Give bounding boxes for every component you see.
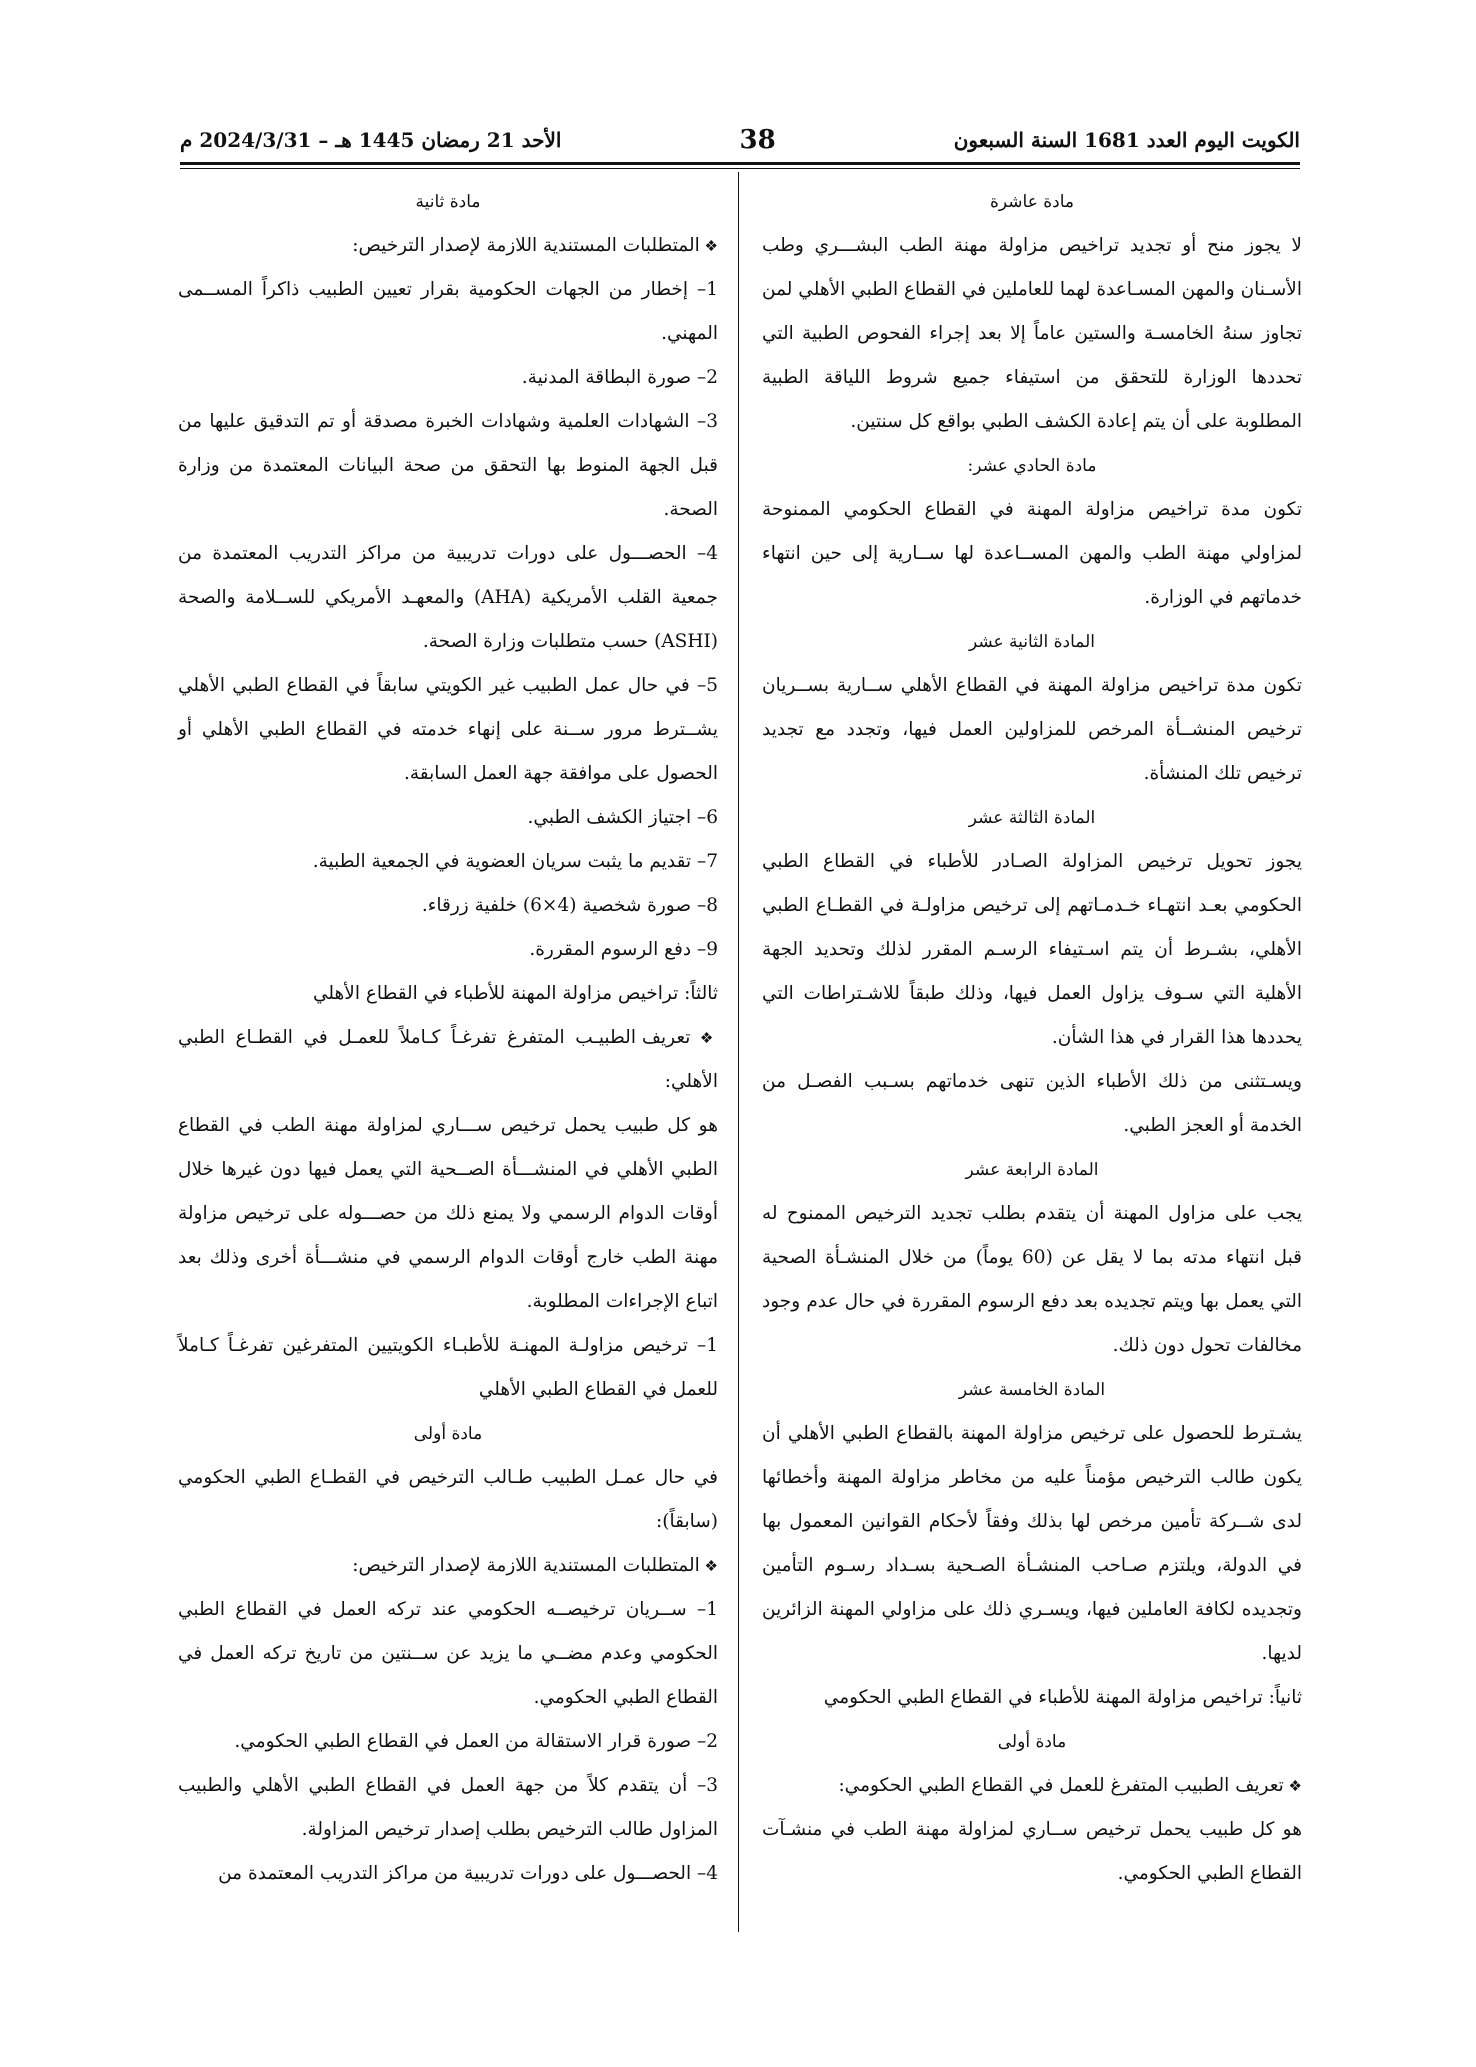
paragraph-text: 4– الحصـــول على دورات تدريبية من مراكز التدريب المعتمدة من جمعية القلب الأمريكية (AHA) والمعهـد الأمريكي للســلامة والصحة (ASHI) حسب متطلبات وزارة الصحة. bbox=[178, 543, 718, 652]
paragraph bbox=[178, 1720, 718, 1764]
paragraph-text: يجوز تحويل ترخيص المزاولة الصـادر للأطباء في القطاع الطبي الحكومي بعـد انتهـاء خـدمـاتهم إلى ترخيص مزاولـة في القطـاع الطبي الأهلي، بشـرط أن يتم اسـتيفاء الرسـم المقرر لذلك وتحديد الجهة الأهلية التي سـوف يزاول العمل فيها، وذلك طبقاً للاشـتراطات التي يحددها هذا القرار في هذا الشأن. bbox=[762, 851, 1302, 1048]
paragraph-text: 1– ترخيص مزاولـة المهنـة للأطبـاء الكويتيين المتفرغين تفرغـاً كـاملاً للعمل في القطاع الطبي الأهلي bbox=[178, 1335, 718, 1400]
paragraph-text: المادة الثانية عشر bbox=[968, 632, 1096, 652]
paragraph bbox=[762, 664, 1302, 796]
paragraph-text: هو كل طبيب يحمل ترخيص ســـاري لمزاولة مهنة الطب في القطاع الطبي الأهلي في المنشـــأة الصــحية التي يعمل فيها دون غيرها خلال أوقات الدوام الرسمي ولا يمنع ذلك من حصـــوله على ترخيص مزاولة مهنة الطب خارج أوقات الدوام الرسمي في منشـــأة أخرى وذلك بعد اتباع الإجراءات المطلوبة. bbox=[178, 1115, 718, 1312]
paragraph bbox=[178, 1852, 718, 1896]
paragraph bbox=[178, 1324, 718, 1412]
paragraph bbox=[178, 532, 718, 664]
paragraph bbox=[178, 972, 718, 1016]
article-heading bbox=[762, 180, 1302, 224]
paragraph-text: ثالثاً: تراخيص مزاولة المهنة للأطباء في القطاع الأهلي bbox=[312, 983, 718, 1004]
paragraph bbox=[762, 1192, 1302, 1368]
paragraph bbox=[178, 356, 718, 400]
article-heading bbox=[178, 180, 718, 224]
paragraph-text: 1– إخطار من الجهات الحكومية بقرار تعيين الطبيب ذاكراً المســمى المهني. bbox=[178, 279, 718, 344]
paragraph bbox=[178, 224, 718, 268]
paragraph bbox=[178, 1764, 718, 1852]
article-heading bbox=[178, 1412, 718, 1456]
paragraph-text: يشـترط للحصول على ترخيص مزاولة المهنة بالقطاع الطبي الأهلي أن يكون طالب الترخيص مؤمناً عليه من مخاطر مزاولة المهنة وأخطائها لدى شــركة تأمين مرخص لها بذلك وفقاً لأحكام القوانين المعمول بها في الدولة، ويلتزم صـاحب المنشـأة الصـحية بسـداد رسـوم التأمين وتجديده لكافة العاملين فيها، ويسـري ذلك على مزاولي المهنة الزائرين لديها. bbox=[762, 1423, 1302, 1664]
paragraph-text: مادة عاشرة bbox=[989, 192, 1075, 212]
paragraph-text: هو كل طبيب يحمل ترخيص ســاري لمزاولة مهنة الطب في منشـآت القطاع الطبي الحكومي. bbox=[762, 1819, 1302, 1884]
paragraph bbox=[762, 1412, 1302, 1676]
right-column bbox=[762, 180, 1302, 1896]
article-heading bbox=[762, 444, 1302, 488]
paragraph-text: ويسـتثنى من ذلك الأطباء الذين تنهى خدماتهم بسـبب الفصـل من الخدمة أو العجز الطبي. bbox=[762, 1071, 1302, 1136]
paragraph-text: 3– الشهادات العلمية وشهادات الخبرة مصدقة أو تم التدقيق عليها من قبل الجهة المنوط بها التحقق من صحة البيانات المعتمدة من وزارة الصحة. bbox=[178, 411, 718, 520]
paragraph bbox=[178, 1016, 718, 1104]
paragraph-text: ثانياً: تراخيص مزاولة المهنة للأطباء في القطاع الطبي الحكومي bbox=[823, 1687, 1302, 1708]
paragraph-text: مادة الحادي عشر: bbox=[967, 456, 1097, 476]
paragraph bbox=[178, 928, 718, 972]
paragraph-text: يجب على مزاول المهنة أن يتقدم بطلب تجديد الترخيص الممنوح له قبل انتهاء مدته بما لا يقل عن (60 يوماً) من خلال المنشـأة الصحية التي يعمل بها ويتم تجديده بعد دفع الرسوم المقررة في حال عدم وجود مخالفات تحول دون ذلك. bbox=[762, 1203, 1302, 1356]
paragraph bbox=[762, 488, 1302, 620]
paragraph-text: المتطلبات المستندية اللازمة لإصدار الترخيص: bbox=[352, 235, 700, 256]
paragraph bbox=[178, 268, 718, 356]
paragraph-text: المتطلبات المستندية اللازمة لإصدار الترخيص: bbox=[352, 1555, 700, 1576]
paragraph-text: تعريف الطبيـب المتفرغ تفرغـاً كـاملاً للعمـل في القطـاع الطبي الأهلي: bbox=[178, 1027, 718, 1092]
header-rule-thick bbox=[180, 162, 1300, 165]
paragraph bbox=[178, 1104, 718, 1324]
paragraph bbox=[178, 1544, 718, 1588]
left-column bbox=[178, 180, 718, 1896]
paragraph bbox=[178, 1588, 718, 1720]
paragraph bbox=[762, 1060, 1302, 1148]
article-heading bbox=[762, 1720, 1302, 1764]
article-heading bbox=[762, 620, 1302, 664]
paragraph bbox=[762, 840, 1302, 1060]
article-heading bbox=[762, 1148, 1302, 1192]
bullet-star-icon: ❖ bbox=[699, 1557, 718, 1575]
paragraph-text: 2– صورة قرار الاستقالة من العمل في القطاع الطبي الحكومي. bbox=[234, 1731, 718, 1752]
header-date: الأحد 21 رمضان 1445 هـ – 2024/3/31 م bbox=[180, 128, 562, 152]
paragraph-text: 4– الحصـــول على دورات تدريبية من مراكز التدريب المعتمدة من bbox=[218, 1863, 718, 1884]
paragraph-text: 6– اجتياز الكشف الطبي. bbox=[527, 807, 718, 828]
paragraph-text: المادة الخامسة عشر bbox=[958, 1380, 1106, 1400]
paragraph bbox=[762, 1808, 1302, 1896]
column-divider bbox=[738, 172, 739, 1932]
paragraph-text: تعريف الطبيب المتفرغ للعمل في القطاع الطبي الحكومي: bbox=[838, 1775, 1284, 1796]
paragraph-text: 5– في حال عمل الطبيب غير الكويتي سابقاً في القطاع الطبي الأهلي يشــترط مرور ســنة على إنهاء خدمته في القطاع الطبي الأهلي أو الحصول على موافقة جهة العمل السابقة. bbox=[178, 675, 718, 784]
paragraph-text: مادة أولى bbox=[413, 1424, 483, 1444]
paragraph-text: مادة أولى bbox=[997, 1732, 1067, 1752]
paragraph-text: 2– صورة البطاقة المدنية. bbox=[521, 367, 718, 388]
article-heading bbox=[762, 796, 1302, 840]
paragraph bbox=[178, 400, 718, 532]
paragraph-text: 8– صورة شخصية (4×6) خلفية زرقاء. bbox=[421, 895, 718, 916]
paragraph bbox=[178, 1456, 718, 1544]
article-heading bbox=[762, 1368, 1302, 1412]
paragraph-text: تكون مدة تراخيص مزاولة المهنة في القطاع الحكومي الممنوحة لمزاولي مهنة الطب والمهن المســاعدة لها ســارية إلى حين انتهاء خدماتهم في الوزارة. bbox=[762, 499, 1302, 608]
paragraph-text: لا يجوز منح أو تجديد تراخيص مزاولة مهنة الطب البشـــري وطب الأسـنان والمهن المسـاعدة لهما للعاملين في القطاع الطبي الأهلي لمن تجاوز سنهُ الخامسـة والستين عاماً إلا بعد إجراء الفحوص الطبية التي تحددها الوزارة للتحقق من استيفاء جميع شروط اللياقة الطبية المطلوبة على أن يتم إعادة الكشف الطبي بواقع كل سنتين. bbox=[762, 235, 1302, 432]
paragraph-text: 7– تقديم ما يثبت سريان العضوية في الجمعية الطبية. bbox=[312, 851, 718, 872]
paragraph-text: مادة ثانية bbox=[415, 192, 481, 212]
paragraph-text: 1– ســريان ترخيصــه الحكومي عند تركه العمل في القطاع الطبي الحكومي وعدم مضــي ما يزيد عن ســنتين من تاريخ تركه العمل في القطاع الطبي الحكومي. bbox=[178, 1599, 718, 1708]
paragraph-text: 3– أن يتقدم كلاً من جهة العمل في القطاع الطبي الأهلي والطبيب المزاول طالب الترخيص بطلب إصدار ترخيص المزاولة. bbox=[178, 1775, 718, 1840]
header-rule-thin bbox=[180, 168, 1300, 169]
page-header bbox=[180, 118, 1300, 162]
paragraph-text: 9– دفع الرسوم المقررة. bbox=[529, 939, 718, 960]
paragraph bbox=[178, 796, 718, 840]
header-issue: الكويت اليوم العدد 1681 السنة السبعون bbox=[953, 128, 1300, 152]
paragraph bbox=[178, 840, 718, 884]
page-number: 38 bbox=[739, 125, 776, 155]
paragraph-text: المادة الرابعة عشر bbox=[965, 1160, 1099, 1180]
paragraph bbox=[178, 884, 718, 928]
paragraph bbox=[762, 224, 1302, 444]
paragraph-text: في حال عمـل الطبيب طـالب الترخيص في القطـاع الطبي الحكومي (سابقاً): bbox=[178, 1467, 718, 1532]
paragraph bbox=[178, 664, 718, 796]
bullet-star-icon: ❖ bbox=[1283, 1777, 1302, 1795]
bullet-star-icon: ❖ bbox=[699, 237, 718, 255]
paragraph bbox=[762, 1764, 1302, 1808]
bullet-star-icon: ❖ bbox=[690, 1029, 718, 1047]
paragraph-text: تكون مدة تراخيص مزاولة المهنة في القطاع الأهلي ســارية بســريان ترخيص المنشــأة المرخص للمزاولين العمل فيها، وتجدد مع تجديد ترخيص تلك المنشأة. bbox=[762, 675, 1302, 784]
paragraph bbox=[762, 1676, 1302, 1720]
paragraph-text: المادة الثالثة عشر bbox=[968, 808, 1096, 828]
